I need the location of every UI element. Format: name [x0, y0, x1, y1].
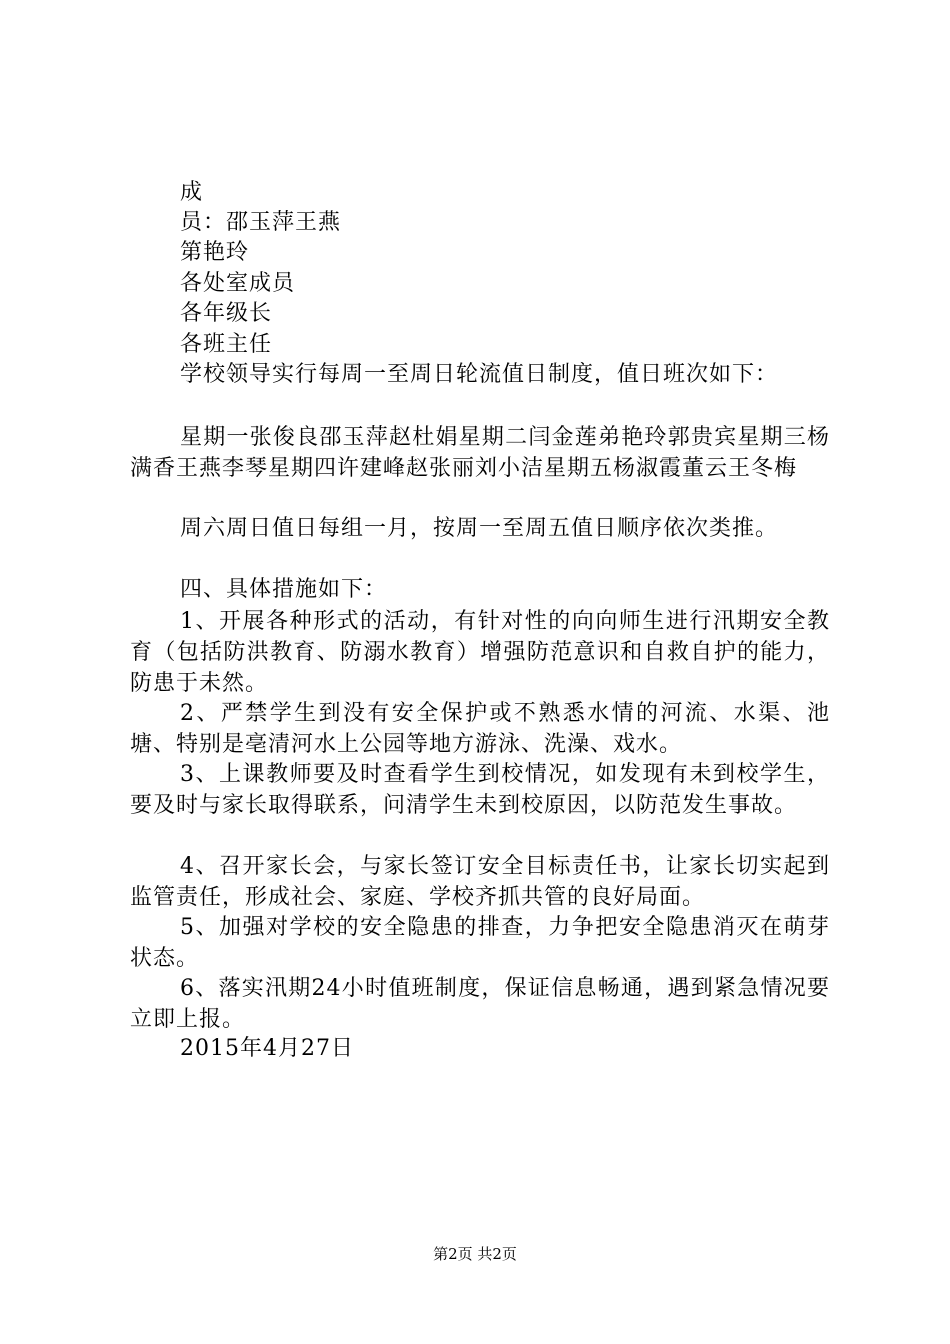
measure-item-2: 2、严禁学生到没有安全保护或不熟悉水情的河流、水渠、池塘、特别是亳清河水上公园等地方游泳、洗澡、戏水。 [130, 701, 830, 757]
measure-item-5: 5、加强对学校的安全隐患的排查，力争把安全隐患消灭在萌芽状态。 [130, 915, 830, 971]
members-line-6: 各班主任 [180, 332, 273, 357]
measure-item-6: 6、落实汛期24小时值班制度，保证信息畅通，遇到紧急情况要立即上报。 [130, 976, 830, 1032]
measures-heading: 四、具体措施如下： [180, 577, 388, 602]
members-line-1: 成 [180, 180, 204, 205]
measure-item-1: 1、开展各种形式的活动，有针对性的向向师生进行汛期安全教育（包括防洪教育、防溺水教育）增强防范意识和自救自护的能力，防患于未然。 [130, 609, 830, 696]
members-line-2: 员：邵玉萍王燕 [180, 210, 342, 235]
page-footer: 第2页 共2页 [433, 1245, 517, 1263]
members-line-4: 各处室成员 [180, 271, 296, 296]
duty-intro: 学校领导实行每周一至周日轮流值日制度，值日班次如下： [180, 362, 779, 387]
members-line-5: 各年级长 [180, 301, 273, 326]
measure-item-4: 4、召开家长会，与家长签订安全目标责任书，让家长切实起到监管责任，形成社会、家庭、学校齐抓共管的良好局面。 [130, 854, 830, 910]
members-line-3: 第艳玲 [180, 240, 250, 265]
document-date: 2015年4月27日 [180, 1036, 354, 1061]
measure-item-3: 3、上课教师要及时查看学生到校情况，如发现有未到校学生，要及时与家长取得联系，问清学生未到校原因，以防范发生事故。 [130, 762, 830, 818]
weekend-rule: 周六周日值日每组一月，按周一至周五值日顺序依次类推。 [180, 516, 779, 541]
duty-schedule: 星期一张俊良邵玉萍赵杜娟星期二闫金莲弟艳玲郭贵宾星期三杨满香王燕李琴星期四许建峰赵张丽刘小洁星期五杨淑霞董云王冬梅 [130, 425, 830, 481]
